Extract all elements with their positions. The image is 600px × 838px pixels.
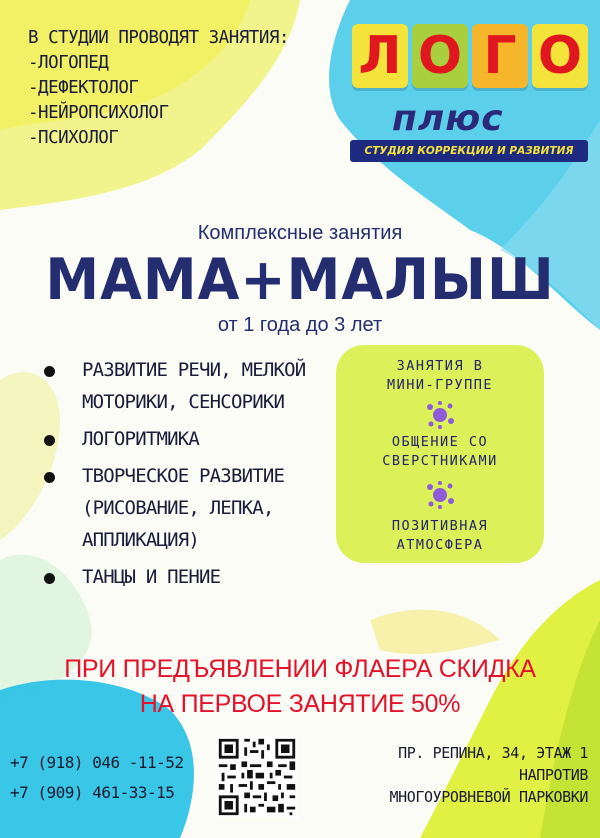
phone-numbers (10, 748, 184, 808)
logo-letter: О (532, 24, 588, 88)
discount-promo: ПРИ ПРЕДЪЯВЛЕНИИ ФЛАЕРА СКИДКА НА ПЕРВОЕ ЗАНЯТИЕ 50% (64, 655, 536, 718)
logo-tagline: СТУДИЯ КОРРЕКЦИИ И РАЗВИТИЯ (350, 140, 588, 162)
paint-splat-icon (426, 481, 454, 509)
specialist-item: -ДЕФЕКТОЛОГ (28, 78, 139, 98)
logo-letter: Г (472, 24, 528, 88)
benefit-atmosphere: ПОЗИТИВНАЯ АТМОСФЕРА (391, 518, 489, 553)
logo-word: плюс (392, 98, 504, 139)
benefit-peers: ОБЩЕНИЕ СО СВЕРСТНИКАМИ (382, 434, 498, 469)
feature-item: ЛОГОРИТМИКА (44, 423, 344, 455)
logo-letter: Л (352, 24, 408, 88)
phone-link[interactable]: +7 (909) 461-33-15 (10, 783, 175, 802)
specialist-item: -НЕЙРОПСИХОЛОГ (28, 103, 169, 123)
benefits-box (336, 345, 544, 563)
services-intro: В СТУДИИ ПРОВОДЯТ ЗАНЯТИЯ: (28, 28, 289, 48)
studio-logo (348, 20, 588, 155)
feature-item: РАЗВИТИЕ РЕЧИ, МЕЛКОЙ МОТОРИКИ, СЕНСОРИКИ (44, 354, 344, 418)
age-range: от 1 года до 3 лет (217, 314, 383, 336)
specialists-list (28, 26, 308, 151)
logo-letter: О (412, 24, 468, 88)
specialist-item: -ЛОГОПЕД (28, 53, 109, 73)
specialist-item: -ПСИХОЛОГ (28, 128, 119, 148)
qr-code[interactable] (216, 736, 298, 818)
benefit-mini-group: ЗАНЯТИЯ В МИНИ-ГРУППЕ (387, 358, 493, 393)
logo-tiles (352, 24, 588, 100)
program-subtitle: Комплексные занятия (197, 222, 403, 244)
program-title: МАМА+МАЛЫШ (45, 246, 555, 313)
studio-address: ПР. РЕПИНА, 34, ЭТАЖ 1 НАПРОТИВ МНОГОУРОВНЕВОЙ ПАРКОВКИ (389, 744, 588, 806)
paint-splat-icon (426, 401, 454, 429)
features-list (44, 354, 344, 598)
feature-item: ТАНЦЫ И ПЕНИЕ (44, 561, 344, 593)
feature-item: ТВОРЧЕСКОЕ РАЗВИТИЕ (РИСОВАНИЕ, ЛЕПКА, АППЛИКАЦИЯ) (44, 460, 344, 556)
phone-link[interactable]: +7 (918) 046 -11-52 (10, 753, 184, 772)
